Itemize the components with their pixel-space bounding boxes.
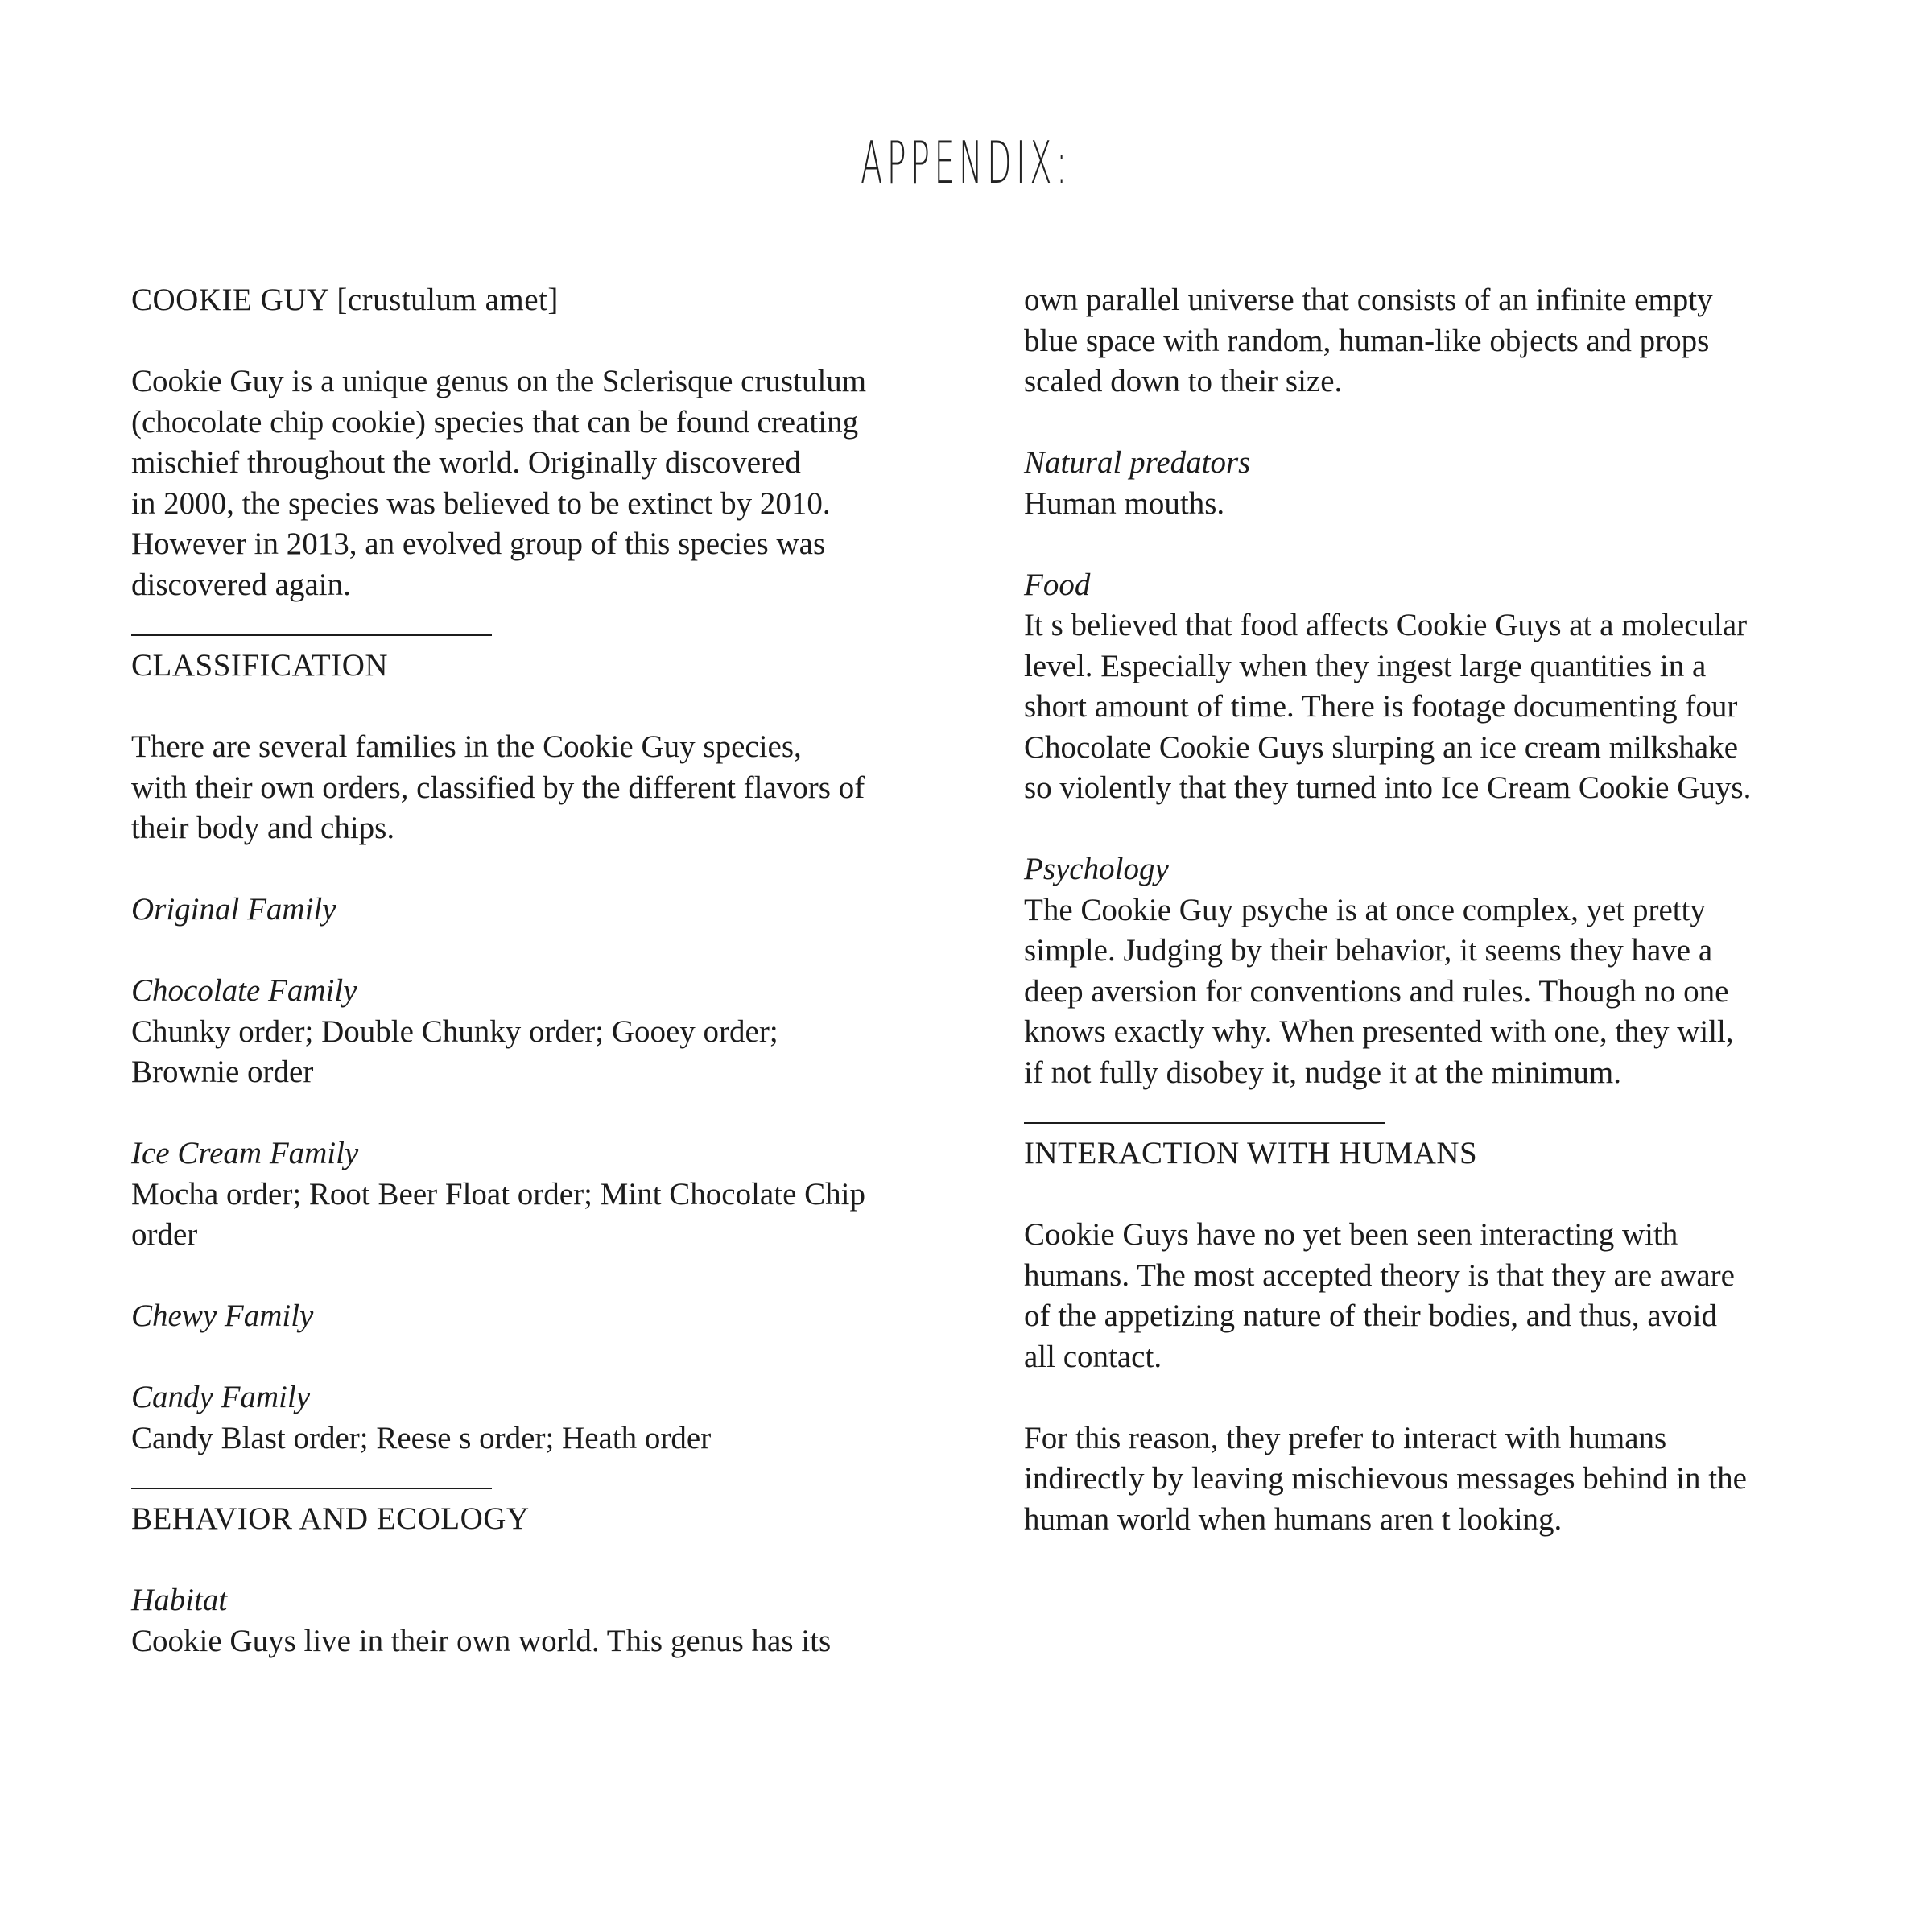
text-line: However in 2013, an evolved group of this species was xyxy=(131,526,826,561)
text-line: mischief throughout the world. Originally discovered xyxy=(131,445,801,480)
ice-cream-family-heading: Ice Cream Family xyxy=(131,1136,359,1170)
text-line: scaled down to their size. xyxy=(1024,364,1343,398)
chewy-family-heading: Chewy Family xyxy=(131,1298,314,1333)
text-line: their body and chips. xyxy=(131,811,395,845)
text-line: humans. The most accepted theory is that they are aware xyxy=(1024,1257,1735,1293)
section-divider xyxy=(131,1488,492,1489)
section-divider xyxy=(1024,1122,1385,1124)
text-line: in 2000, the species was believed to be extinct by 2010. xyxy=(131,485,831,521)
text-line: short amount of time. There is footage documenting four xyxy=(1024,689,1738,724)
text-line: simple. Judging by their behavior, it seems they have a xyxy=(1024,933,1713,968)
food-heading: Food xyxy=(1024,567,1091,602)
text-line: blue space with random, human-like objects and props xyxy=(1024,323,1710,358)
text-line: discovered again. xyxy=(131,567,351,602)
candy-family-heading: Candy Family xyxy=(131,1380,311,1414)
text-line: order xyxy=(131,1217,198,1252)
text-line: Human mouths. xyxy=(1024,485,1225,521)
text-line: deep aversion for conventions and rules. Though no one xyxy=(1024,973,1729,1009)
text-line: It s believed that food affects Cookie Guys at a molecular xyxy=(1024,608,1748,642)
text-line: Chocolate Cookie Guys slurping an ice cream milkshake xyxy=(1024,729,1739,765)
text-line: Cookie Guy is a unique genus on the Sclerisque crustulum xyxy=(131,364,867,398)
right-column xyxy=(1024,280,1857,1540)
text-line: indirectly by leaving mischievous messages behind in the xyxy=(1024,1461,1747,1496)
text-line: human world when humans aren t looking. xyxy=(1024,1501,1563,1537)
species-heading: COOKIE GUY [crustulum amet] xyxy=(131,283,559,317)
text-line: Candy Blast order; Reese s order; Heath order xyxy=(131,1420,712,1455)
intro-paragraph xyxy=(131,361,964,605)
habitat-continued xyxy=(1024,280,1857,402)
text-line: Mocha order; Root Beer Float order; Mint Chocolate Chip xyxy=(131,1176,865,1212)
text-line: Chunky order; Double Chunky order; Gooey order; xyxy=(131,1013,778,1049)
text-line: if not fully disobey it, nudge it at the minimum. xyxy=(1024,1055,1622,1090)
chocolate-family-heading: Chocolate Family xyxy=(131,973,357,1008)
food-paragraph xyxy=(1024,605,1857,809)
behavior-heading: BEHAVIOR AND ECOLOGY xyxy=(131,1501,530,1536)
original-family-heading: Original Family xyxy=(131,892,336,927)
text-line: There are several families in the Cookie Guy species, xyxy=(131,729,802,764)
text-line: with their own orders, classified by the different flavors of xyxy=(131,770,865,805)
interaction-paragraph-2 xyxy=(1024,1418,1857,1541)
text-line: The Cookie Guy psyche is at once complex, yet pretty xyxy=(1024,892,1706,927)
predators-heading: Natural predators xyxy=(1024,445,1251,480)
text-line: Cookie Guys live in their own world. This genus has its xyxy=(131,1623,832,1658)
text-line: so violently that they turned into Ice Cream Cookie Guys. xyxy=(1024,770,1752,805)
text-line: (chocolate chip cookie) species that can be found creating xyxy=(131,404,859,440)
psychology-paragraph xyxy=(1024,890,1857,1094)
text-line: knows exactly why. When presented with one, they will, xyxy=(1024,1014,1734,1049)
classification-paragraph xyxy=(131,727,964,849)
classification-heading: CLASSIFICATION xyxy=(131,648,389,683)
text-line: all contact. xyxy=(1024,1339,1162,1374)
text-line: own parallel universe that consists of an infinite empty xyxy=(1024,283,1713,317)
text-line: of the appetizing nature of their bodies, and thus, avoid xyxy=(1024,1298,1718,1333)
habitat-heading: Habitat xyxy=(131,1583,228,1617)
interaction-heading: INTERACTION WITH HUMANS xyxy=(1024,1136,1478,1170)
text-line: Brownie order xyxy=(131,1055,314,1089)
psychology-heading: Psychology xyxy=(1024,852,1169,886)
section-divider xyxy=(131,634,492,636)
interaction-paragraph-1 xyxy=(1024,1215,1857,1377)
text-line: level. Especially when they ingest large quantities in a xyxy=(1024,648,1707,683)
text-line: Cookie Guys have no yet been seen interacting with xyxy=(1024,1217,1678,1252)
page-title: APPENDIX: xyxy=(861,129,1071,196)
left-column xyxy=(131,280,964,1662)
text-line: For this reason, they prefer to interact with humans xyxy=(1024,1420,1667,1455)
